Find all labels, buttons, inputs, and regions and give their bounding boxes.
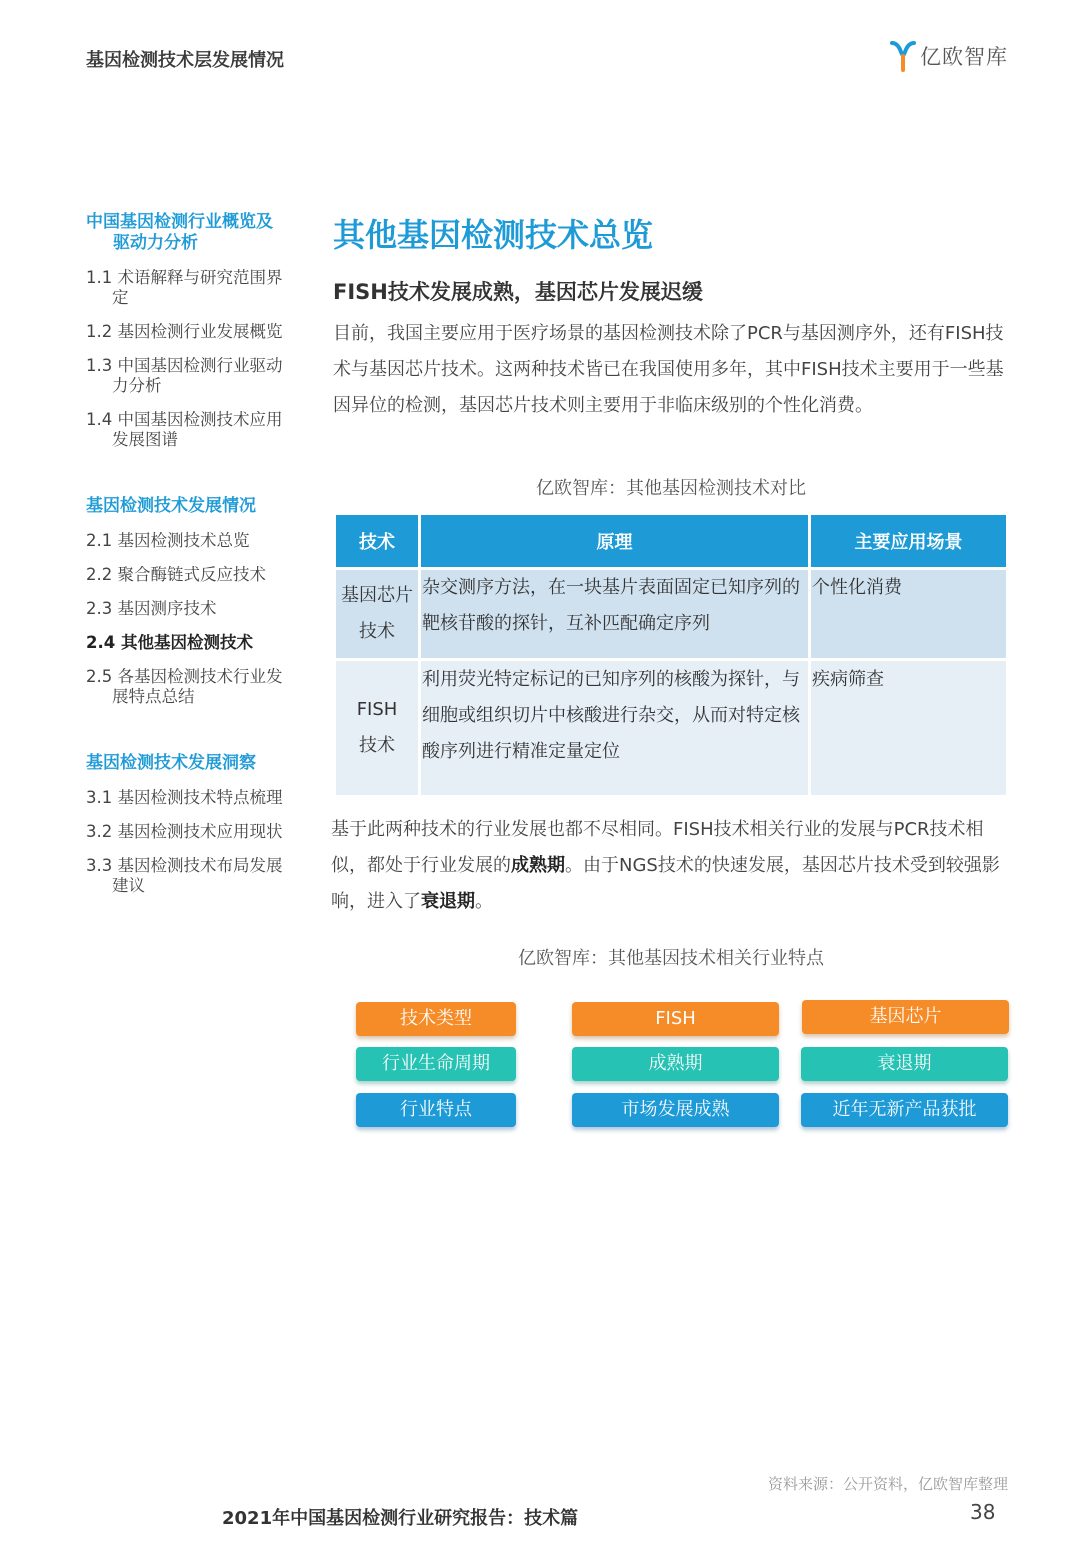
logo-text: 亿欧智库	[920, 45, 1008, 69]
table-row	[336, 661, 1006, 795]
table-caption: 亿欧智库：其他基因检测技术对比	[536, 478, 806, 499]
sidebar-toc	[86, 212, 311, 896]
intro-paragraph: 目前，我国主要应用于医疗场景的基因检测技术除了PCR与基因测序外，还有FISH技术与基因芯片技术。这两种技术皆已在我国使用多年，其中FISH技术主要用于一些基因异位的检测，基因芯片技术则主要用于非临床级别的个性化消费。	[333, 323, 1004, 416]
table-header-cell: 技术	[336, 515, 418, 567]
pill-tech-type: 技术类型	[356, 1002, 516, 1036]
toc-item-2-1[interactable]: 2.1 基因检测技术总览	[86, 531, 250, 550]
table-cell-principle: 杂交测序方法，在一块基片表面固定已知序列的靶核苷酸的探针，互补匹配确定序列	[421, 570, 808, 658]
pill-decline: 衰退期	[801, 1047, 1008, 1081]
pill-no-new-products: 近年无新产品获批	[801, 1093, 1008, 1127]
toc-section-1[interactable]: 中国基因检测行业概览及 驱动力分析	[86, 212, 273, 253]
toc-item-1-1[interactable]: 1.1 术语解释与研究范围界 定	[86, 268, 283, 307]
industry-paragraph: 基于此两种技术的行业发展也都不尽相同。FISH技术相关行业的发展与PCR技术相似，都处于行业发展的成熟期。由于NGS技术的快速发展，基因芯片技术受到较强影响，进入了衰退期。	[331, 819, 1000, 912]
table-header-cell: 原理	[421, 515, 808, 567]
report-title: 2021年中国基因检测行业研究报告：技术篇	[222, 1508, 579, 1529]
page-number: 38	[970, 1500, 996, 1524]
table-header-cell: 主要应用场景	[811, 515, 1006, 567]
features-caption: 亿欧智库：其他基因技术相关行业特点	[518, 948, 824, 969]
pill-fish: FISH	[572, 1002, 779, 1036]
toc-item-3-3[interactable]: 3.3 基因检测技术布局发展 建议	[86, 856, 283, 895]
comparison-table	[333, 512, 1009, 798]
table-cell-scene: 疾病筛查	[811, 661, 1006, 795]
source-note: 资料来源：公开资料，亿欧智库整理	[767, 1475, 1008, 1493]
toc-item-1-3[interactable]: 1.3 中国基因检测行业驱动 力分析	[86, 356, 283, 395]
toc-item-3-2[interactable]: 3.2 基因检测技术应用现状	[86, 822, 283, 841]
toc-item-1-4[interactable]: 1.4 中国基因检测技术应用 发展图谱	[86, 410, 283, 449]
pill-industry-feature: 行业特点	[356, 1093, 516, 1127]
table-cell-principle: 利用荧光特定标记的已知序列的核酸为探针，与细胞或组织切片中核酸进行杂交，从而对特定核酸序列进行精准定量定位	[421, 661, 808, 795]
toc-item-2-4-active[interactable]: 2.4 其他基因检测技术	[86, 633, 253, 652]
pill-mature: 成熟期	[572, 1047, 779, 1081]
toc-item-2-5[interactable]: 2.5 各基因检测技术行业发 展特点总结	[86, 667, 283, 706]
pill-lifecycle: 行业生命周期	[356, 1047, 516, 1081]
section-subtitle: FISH技术发展成熟，基因芯片发展迟缓	[333, 280, 703, 304]
toc-item-2-3[interactable]: 2.3 基因测序技术	[86, 599, 217, 618]
pill-gene-chip: 基因芯片	[802, 1000, 1009, 1034]
brand-logo	[890, 40, 1008, 72]
header-title: 基因检测技术层发展情况	[86, 50, 284, 71]
table-row	[336, 570, 1006, 658]
page-title: 其他基因检测技术总览	[333, 216, 654, 254]
table-cell-tech: FISH 技术	[336, 661, 418, 795]
table-cell-tech: 基因芯片 技术	[336, 570, 418, 658]
table-header-row	[336, 515, 1006, 567]
toc-item-3-1[interactable]: 3.1 基因检测技术特点梳理	[86, 788, 283, 807]
pill-market-mature: 市场发展成熟	[572, 1093, 779, 1127]
table-cell-scene: 个性化消费	[811, 570, 1006, 658]
toc-section-2[interactable]: 基因检测技术发展情况	[86, 496, 256, 516]
toc-item-2-2[interactable]: 2.2 聚合酶链式反应技术	[86, 565, 266, 584]
toc-section-3[interactable]: 基因检测技术发展洞察	[86, 753, 256, 773]
toc-item-1-2[interactable]: 1.2 基因检测行业发展概览	[86, 322, 283, 341]
logo-mark-icon	[890, 40, 916, 72]
